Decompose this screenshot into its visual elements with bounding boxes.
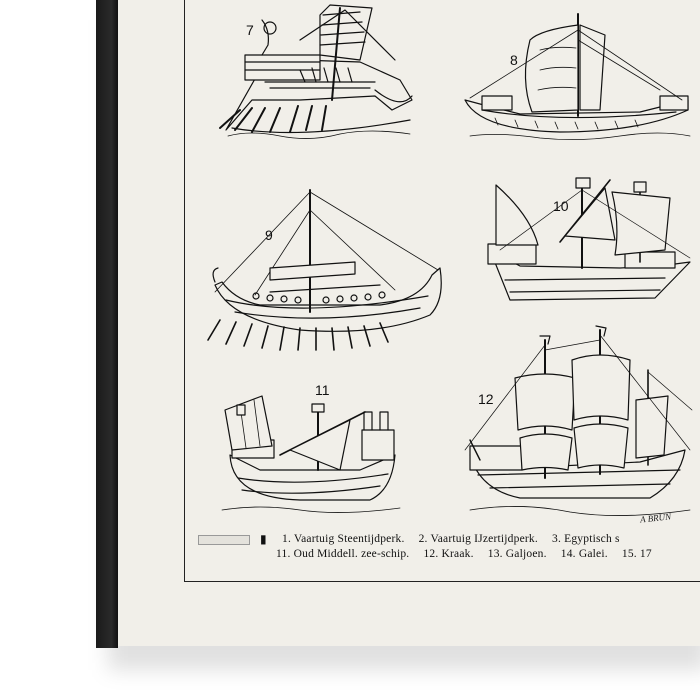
- ship-mark-icon: ▮: [260, 532, 267, 546]
- caption-item-13: 13. Galjoen.: [487, 548, 547, 560]
- caption-item-15: 15. 17: [621, 548, 652, 560]
- caption-item-1: 1. Vaartuig Steentijdperk.: [282, 533, 405, 545]
- ship-number-8: 8: [510, 52, 518, 68]
- ship-8-illustration: [465, 14, 690, 140]
- ship-12-illustration: [465, 326, 692, 516]
- ship-number-9: 9: [265, 227, 273, 243]
- caption-line-2: [276, 548, 663, 560]
- ship-number-11: 11: [315, 382, 330, 398]
- ship-number-12: 12: [478, 391, 494, 407]
- caption-item-2: 2. Vaartuig IJzertijdperk.: [418, 533, 538, 545]
- caption-line-1: [282, 533, 631, 545]
- caption-item-14: 14. Galei.: [560, 548, 608, 560]
- ship-9-illustration: [208, 190, 441, 350]
- printed-mark-box: [198, 535, 250, 545]
- ship-10-illustration: [488, 178, 690, 300]
- ship-number-10: 10: [553, 198, 569, 214]
- caption-item-12: 12. Kraak.: [423, 548, 474, 560]
- ship-11-illustration: [222, 396, 400, 513]
- ship-number-7: 7: [246, 22, 254, 38]
- caption-item-11: 11. Oud Middell. zee-schip.: [276, 548, 410, 560]
- caption-item-3: 3. Egyptisch s: [552, 533, 620, 545]
- artist-signature: A BRUN: [639, 511, 672, 525]
